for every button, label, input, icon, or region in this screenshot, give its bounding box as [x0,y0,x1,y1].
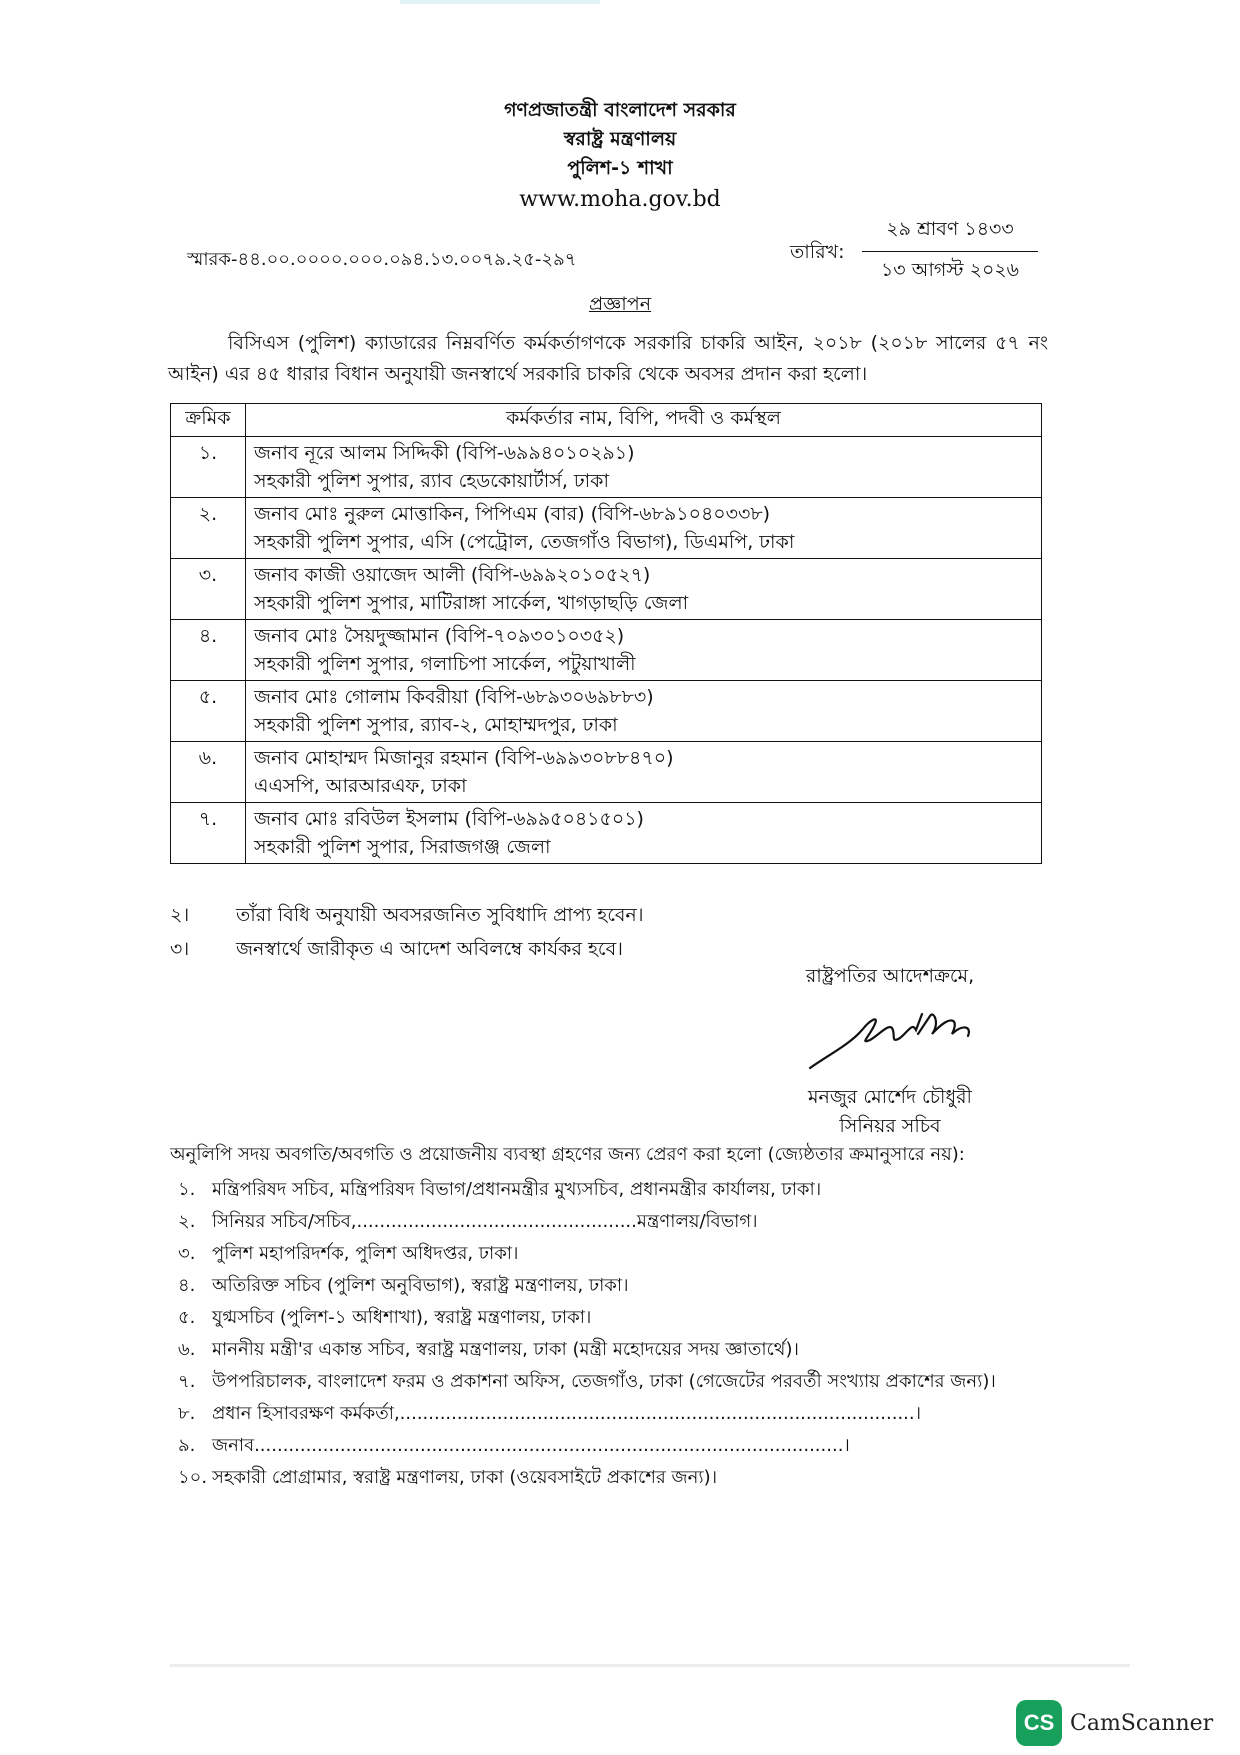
copy-number: ৭. [178,1371,196,1392]
date-bangla: ২৯ শ্রাবণ ১৪৩৩ [862,215,1038,252]
branch-name: পুলিশ-১ শাখা [567,157,673,179]
officer-name: জনাব কাজী ওয়াজেদ আলী (বিপি-৬৯৯২০১০৫২৭) [254,564,651,586]
copy-number: ৬. [178,1339,196,1360]
table-row [171,742,1042,803]
officer-post: সহকারী পুলিশ সুপার, র‍্যাব হেডকোয়ার্টার্স, ঢাকা [254,470,609,492]
copy-text: উপপরিচালক, বাংলাদেশ ফরম ও প্রকাশনা অফিস, তেজগাঁও, ঢাকা (গেজেটের পরবর্তী সংখ্যায় প্রকাশের জন্য)। [212,1371,996,1392]
additional-points [170,898,644,966]
copy-number: ৩. [178,1243,196,1264]
row-serial: ২. [171,498,246,559]
header-officer-details: কর্মকর্তার নাম, বিপি, পদবী ও কর্মস্থল [246,404,1042,437]
row-officer-details [246,559,1042,620]
officer-post: সহকারী পুলিশ সুপার, সিরাজগঞ্জ জেলা [254,836,551,858]
copy-number: ১. [178,1179,196,1200]
table-row [171,803,1042,864]
copy-heading: অনুলিপি সদয় অবগতি/অবগতি ও প্রয়োজনীয় ব্যবস্থা গ্রহণের জন্য প্রেরণ করা হলো (জ্যেষ্ঠতার ক্রমানুসারে নয়): [170,1144,965,1165]
officer-post: এএসপি, আরআরএফ, ঢাকা [254,775,467,797]
copy-text: মন্ত্রিপরিষদ সচিব, মন্ত্রিপরিষদ বিভাগ/প্রধানমন্ত্রীর মুখ্যসচিব, প্রধানমন্ত্রীর কার্যালয়, ঢাকা। [212,1179,822,1200]
copy-text: মাননীয় মন্ত্রী'র একান্ত সচিব, স্বরাষ্ট্র মন্ত্রণালয়, ঢাকা (মন্ত্রী মহোদয়ের সদয় জ্ঞাতার্থে)। [212,1339,799,1360]
header-serial: ক্রমিক [171,404,246,437]
row-serial: ১. [171,437,246,498]
copy-item [178,1398,996,1430]
row-officer-details [246,742,1042,803]
copy-item [178,1302,996,1334]
scan-top-artifact [400,0,600,4]
copy-item [178,1366,996,1398]
row-serial: ৩. [171,559,246,620]
copy-text: সিনিয়র সচিব/সচিব,.................................................মন্ত্রণালয়/বিভাগ। [212,1211,758,1232]
ministry-name: স্বরাষ্ট্র মন্ত্রণালয় [563,128,677,150]
copy-text: জনাব.......................................................................................................। [212,1435,850,1456]
president-order: রাষ্ট্রপতির আদেশক্রমে, [805,965,975,987]
point-item [170,898,644,932]
officer-post: সহকারী পুলিশ সুপার, মাটিরাঙ্গা সার্কেল, খাগড়াছড়ি জেলা [254,592,689,614]
point-text: তাঁরা বিধি অনুযায়ী অবসরজনিত সুবিধাদি প্রাপ্য হবেন। [236,904,644,926]
camscanner-badge: CS [1016,1700,1062,1746]
table-row [171,498,1042,559]
website-link[interactable]: www.moha.gov.bd [519,187,721,212]
copy-text: যুগ্মসচিব (পুলিশ-১ অধিশাখা), স্বরাষ্ট্র মন্ত্রণালয়, ঢাকা। [212,1307,592,1328]
point-number: ৩। [170,938,190,960]
point-item [170,932,644,966]
copy-text: পুলিশ মহাপরিদর্শক, পুলিশ অধিদপ্তর, ঢাকা। [212,1243,519,1264]
officer-name: জনাব মোঃ রবিউল ইসলাম (বিপি-৬৯৯৫০৪১৫০১) [254,808,644,830]
table-row [171,620,1042,681]
row-officer-details [246,437,1042,498]
point-text: জনস্বার্থে জারীকৃত এ আদেশ অবিলম্বে কার্যকর হবে। [236,938,623,960]
row-officer-details [246,620,1042,681]
copy-list [178,1174,996,1494]
table-row [171,559,1042,620]
government-name: গণপ্রজাতন্ত্রী বাংলাদেশ সরকার [504,99,736,121]
officer-name: জনাব মোহাম্মদ মিজানুর রহমান (বিপি-৬৯৯৩০৮৮৪৭০) [254,747,674,769]
officer-post: সহকারী পুলিশ সুপার, র‍্যাব-২, মোহাম্মদপুর, ঢাকা [254,714,618,736]
row-officer-details [246,803,1042,864]
copy-text: অতিরিক্ত সচিব (পুলিশ অনুবিভাগ), স্বরাষ্ট্র মন্ত্রণালয়, ঢাকা। [212,1275,629,1296]
copy-number: ৪. [178,1275,196,1296]
signatory-designation: সিনিয়র সচিব [839,1115,941,1137]
memo-number: স্মারক-৪৪.০০.০০০০.০০০.০৯৪.১৩.০০৭৯.২৫-২৯৭ [187,249,577,270]
row-serial: ৭. [171,803,246,864]
table-row [171,681,1042,742]
copy-item [178,1462,996,1494]
officer-name: জনাব নূরে আলম সিদ্দিকী (বিপি-৬৯৯৪০১০২৯১) [254,442,635,464]
officer-name: জনাব মোঃ নুরুল মোত্তাকিন, পিপিএম (বার) (বিপি-৬৮৯১০৪০৩৩৮) [254,503,771,525]
copy-number: ১০. [178,1467,208,1488]
table-row [171,437,1042,498]
row-serial: ৫. [171,681,246,742]
scan-footer-line [170,1664,1130,1667]
copy-number: ৫. [178,1307,196,1328]
copy-item [178,1430,996,1462]
copy-number: ৮. [178,1403,196,1424]
camscanner-name: CamScanner [1070,1710,1214,1736]
table-header-row [171,404,1042,437]
officer-name: জনাব মোঃ সৈয়দুজ্জামান (বিপি-৭০৯৩০১০৩৫২) [254,625,625,647]
signatory-name: মনজুর মোর্শেদ চৌধুরী [808,1086,972,1108]
date-label: তারিখ: [790,241,845,263]
notification-intro: বিসিএস (পুলিশ) ক্যাডারের নিম্নবর্ণিত কর্মকর্তাগণকে সরকারি চাকরি আইন, ২০১৮ (২০১৮ সালের ৫৭ নং আইন) এর ৪৫ ধারার বিধান অনুযায়ী জনস্বার্থে সরকারি চাকরি থেকে অবসর প্রদান করা হলো। [168,332,1048,385]
copy-item [178,1334,996,1366]
officer-name: জনাব মোঃ গোলাম কিবরীয়া (বিপি-৬৮৯৩০৬৯৮৮৩) [254,686,654,708]
camscanner-watermark [1016,1700,1213,1746]
signature-block [760,962,1020,1144]
copy-number: ২. [178,1211,196,1232]
officer-post: সহকারী পুলিশ সুপার, এসি (পেট্রোল, তেজগাঁও বিভাগ), ডিএমপি, ঢাকা [254,531,795,553]
row-officer-details [246,681,1042,742]
notification-title: প্রজ্ঞাপন [588,293,652,315]
copy-text: সহকারী প্রোগ্রামার, স্বরাষ্ট্র মন্ত্রণালয়, ঢাকা (ওয়েবসাইটে প্রকাশের জন্য)। [212,1467,718,1488]
copy-item [178,1174,996,1206]
letterhead [0,96,1240,214]
copy-item [178,1238,996,1270]
point-number: ২। [170,904,190,926]
officer-post: সহকারী পুলিশ সুপার, গলাচিপা সার্কেল, পটুয়াখালী [254,653,636,675]
row-serial: ৪. [171,620,246,681]
row-officer-details [246,498,1042,559]
handwritten-signature [800,1004,990,1074]
row-serial: ৬. [171,742,246,803]
copy-item [178,1206,996,1238]
officers-table [170,403,1042,864]
copy-item [178,1270,996,1302]
date-english: ১৩ আগস্ট ২০২৬ [880,259,1020,281]
copy-text: প্রধান হিসাবরক্ষণ কর্মকর্তা,..........................................................................................। [212,1403,922,1424]
date-block [862,215,1038,288]
copy-number: ৯. [178,1435,196,1456]
